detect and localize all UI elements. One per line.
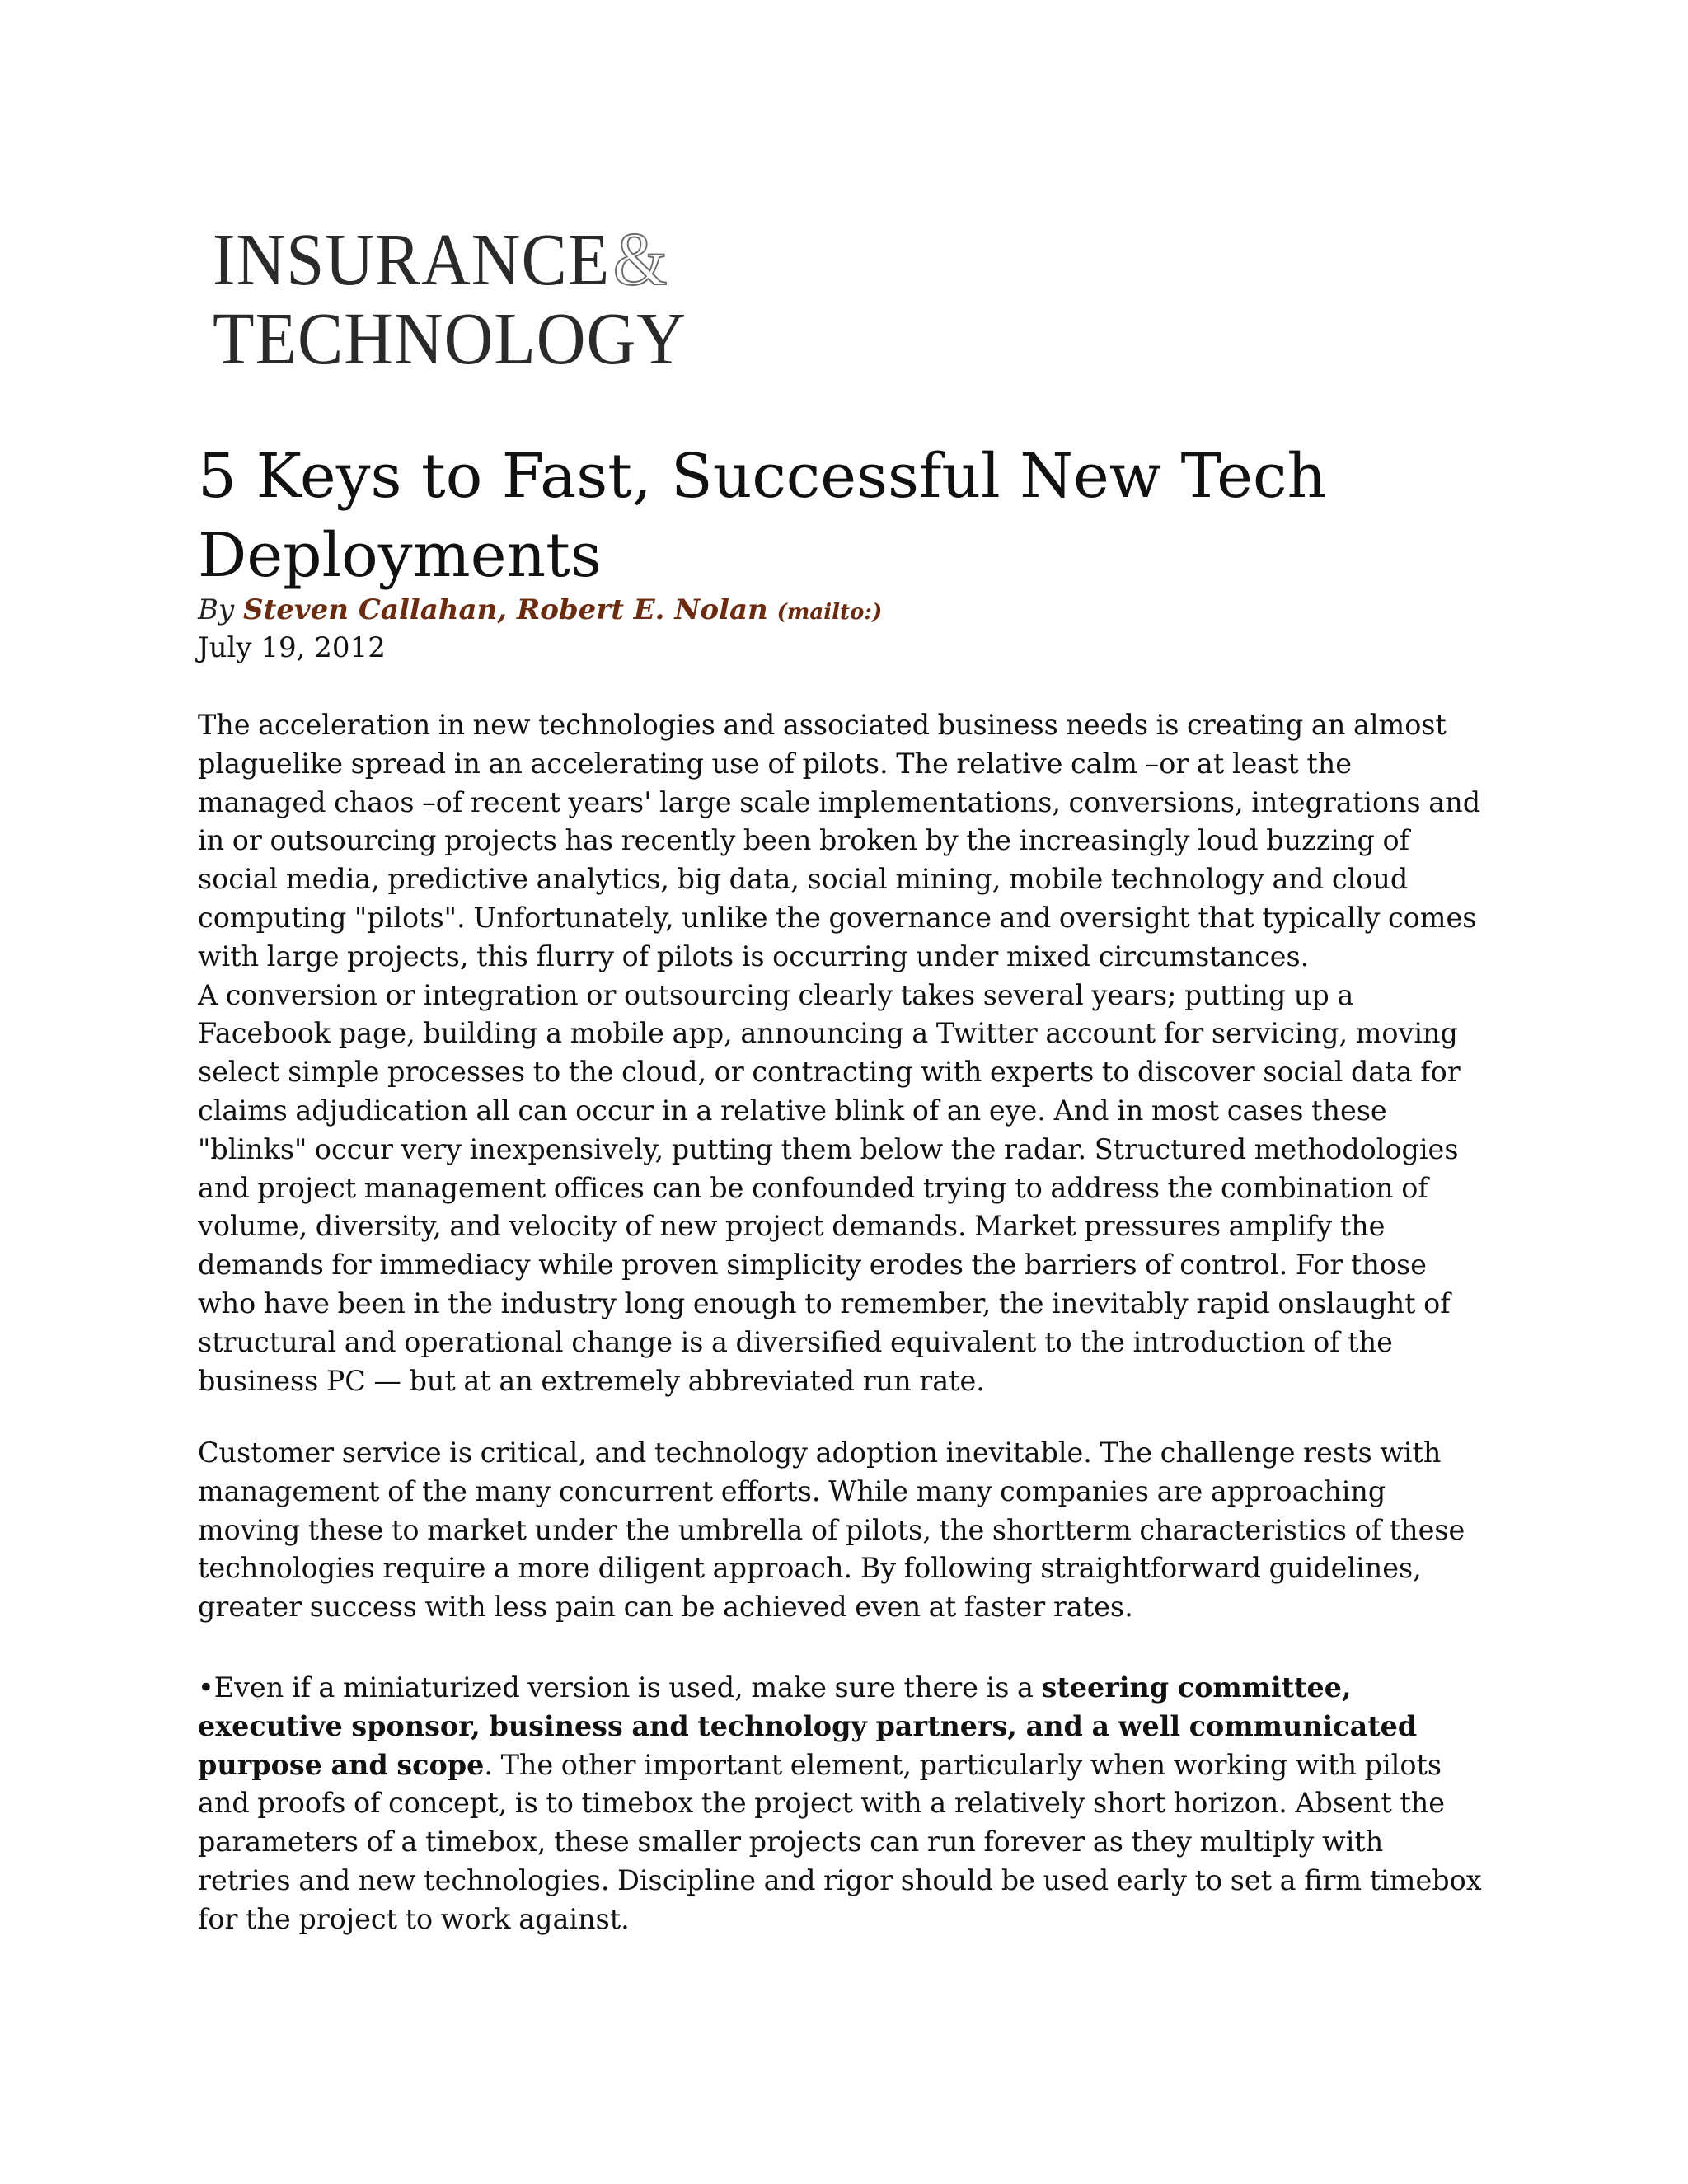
paragraph-customer-service: Customer service is critical, and technology adoption inevitable. The challenge rests with management of the many concurrent efforts. While many companies are approaching moving these to market under the umbrella of pilots, the shortterm characteristics of these technologies require a more diligent approach. By following straightforward guidelines, greater success with less pain can be achieved even at faster rates. (198, 1436, 1465, 1624)
bullet-text-start: •Even if a miniaturized version is used, make sure there is a (198, 1671, 1042, 1704)
logo-ampersand: & (612, 217, 668, 301)
bullet-text-rest: . The other important element, particularly when working with pilots and proofs of concept, is to timebox the project with a relatively short horizon. Absent the parameters of a timebox, these smaller projects can run forever as they multiply with retries and new technologies. Discipline and rigor should be used early to set a firm timebox for the project to work against. (198, 1748, 1482, 1935)
logo-word-insurance: INSURANCE (213, 219, 611, 301)
mailto-link[interactable]: (mailto:) (776, 600, 883, 625)
logo-line-2: TECHNOLOGY (213, 298, 687, 380)
bullet-steering-committee (198, 1669, 1484, 1939)
byline-label: By (198, 593, 235, 626)
publish-date: July 19, 2012 (198, 631, 386, 664)
author-names[interactable]: Steven Callahan, Robert E. Nolan (243, 593, 768, 626)
byline (198, 592, 882, 630)
bullet-bold-text: steering committee, executive sponsor, business and technology partners, and a well communicated purpose and scope (198, 1671, 1418, 1781)
paragraph-intro: The acceleration in new technologies and associated business needs is creating an almost plaguelike spread in an accelerating use of pilots. The relative calm –or at least the managed chaos –of recent years' large scale implementations, conversions, integrations and in or outsourcing projects has recently been broken by the increasingly loud buzzing of social media, predictive analytics, big data, social mining, mobile technology and cloud computing "pilots". Unfortunately, unlike the governance and oversight that typically comes with large projects, this flurry of pilots is occurring under mixed circumstances. A conversion or integration or outsourcing clearly takes several years; putting up a Facebook page, building a mobile app, announcing a Twitter account for servicing, moving select simple processes to the cloud, or contracting with experts to discover social data for claims adjudication all can occur in a relative blink of an eye. And in most cases these "blinks" occur very inexpensively, putting them below the radar. Structured methodologies and project management offices can be confounded trying to address the combination of volume, diversity, and velocity of new project demands. Market pressures amplify the demands for immediacy while proven simplicity erodes the barriers of control. For those who have been in the industry long enough to remember, the inevitably rapid onslaught of structural and operational change is a diversified equivalent to the introduction of the business PC — but at an extremely abbreviated run rate. (198, 709, 1481, 1397)
logo-line-1 (213, 217, 743, 301)
publication-logo (213, 217, 790, 380)
article-title: 5 Keys to Fast, Successful New Tech Deployments (198, 441, 1327, 591)
